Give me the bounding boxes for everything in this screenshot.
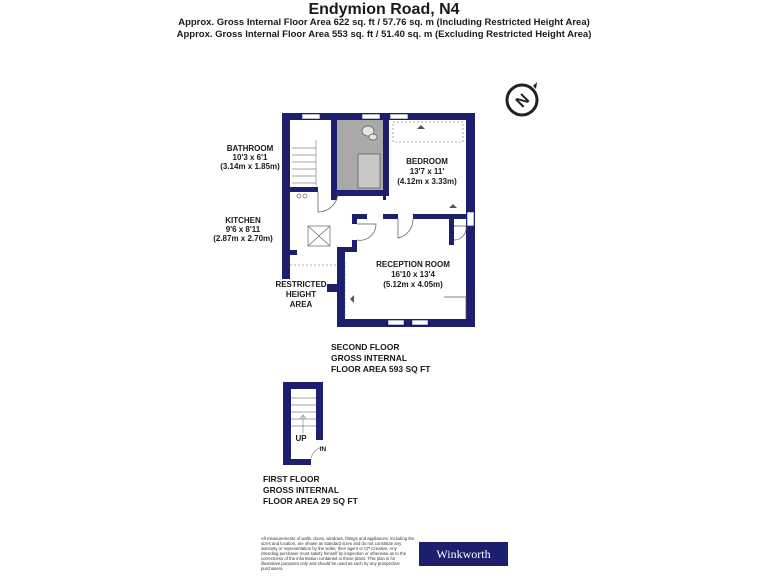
- winkworth-logo: Winkworth: [419, 542, 508, 566]
- restricted-line2: HEIGHT: [285, 290, 317, 299]
- restricted-line1: RESTRICTED: [275, 280, 327, 289]
- second-floor-label: [331, 342, 431, 375]
- bathroom-size-metric: (3.14m x 1.85m): [220, 162, 280, 171]
- kitchen-size-metric: (2.87m x 2.70m): [213, 234, 273, 243]
- bedroom-size-metric: (4.12m x 3.33m): [397, 177, 457, 186]
- reception-name: RECEPTION ROOM: [376, 260, 450, 269]
- bedroom-size-imperial: 13'7 x 11': [409, 167, 445, 176]
- second-floor-line2: GROSS INTERNAL: [331, 353, 408, 363]
- first-floor-label: [263, 474, 358, 507]
- entrance-in-label: IN: [319, 446, 327, 453]
- second-floor-plan: [213, 113, 475, 327]
- area-excluding-restricted: Approx. Gross Internal Floor Area 553 sq. ft / 51.40 sq. m (Excluding Restricted Height Area): [176, 29, 592, 40]
- kitchen-size-imperial: 9'6 x 8'11: [225, 225, 261, 234]
- bathroom-name: BATHROOM: [226, 144, 274, 153]
- area-including-restricted: Approx. Gross Internal Floor Area 622 sq. ft / 57.76 sq. m (Including Restricted Height Area): [178, 17, 590, 28]
- reception-size-imperial: 16'10 x 13'4: [391, 270, 435, 279]
- bedroom-name: BEDROOM: [406, 157, 448, 166]
- stairs-up-label: UP: [295, 434, 307, 443]
- kitchen-fixtures: [297, 194, 330, 246]
- first-floor-line1: FIRST FLOOR: [263, 474, 320, 484]
- first-floor-line2: GROSS INTERNAL: [263, 485, 340, 495]
- disclaimer-text: All measurements of walls, doors, windows, fittings and appliances, including the sizes and location, are shown as standard sizes and do not constitute any warranty or representation by the seller, their agent or CP Creative. Any intending purchaser must satisfy himself by inspection or otherwise as to the correctness of the information contained in these plans. This plan is for illustrative purposes only and should be used as such by any prospective purchasers.: [261, 536, 415, 571]
- compass-letter: N: [512, 90, 534, 112]
- compass-icon: [507, 82, 537, 115]
- page-title: Endymion Road, N4: [308, 1, 460, 18]
- bathroom-size-imperial: 10'3 x 6'1: [232, 153, 268, 162]
- first-floor-line3: FLOOR AREA 29 SQ FT: [263, 496, 358, 506]
- second-floor-line3: FLOOR AREA 593 SQ FT: [331, 364, 431, 374]
- second-floor-stairs: [292, 140, 316, 186]
- kitchen-name: KITCHEN: [225, 216, 261, 225]
- first-floor-plan: [283, 382, 327, 465]
- second-floor-line1: SECOND FLOOR: [331, 342, 400, 352]
- reception-size-metric: (5.12m x 4.05m): [383, 280, 443, 289]
- restricted-line3: AREA: [289, 300, 313, 309]
